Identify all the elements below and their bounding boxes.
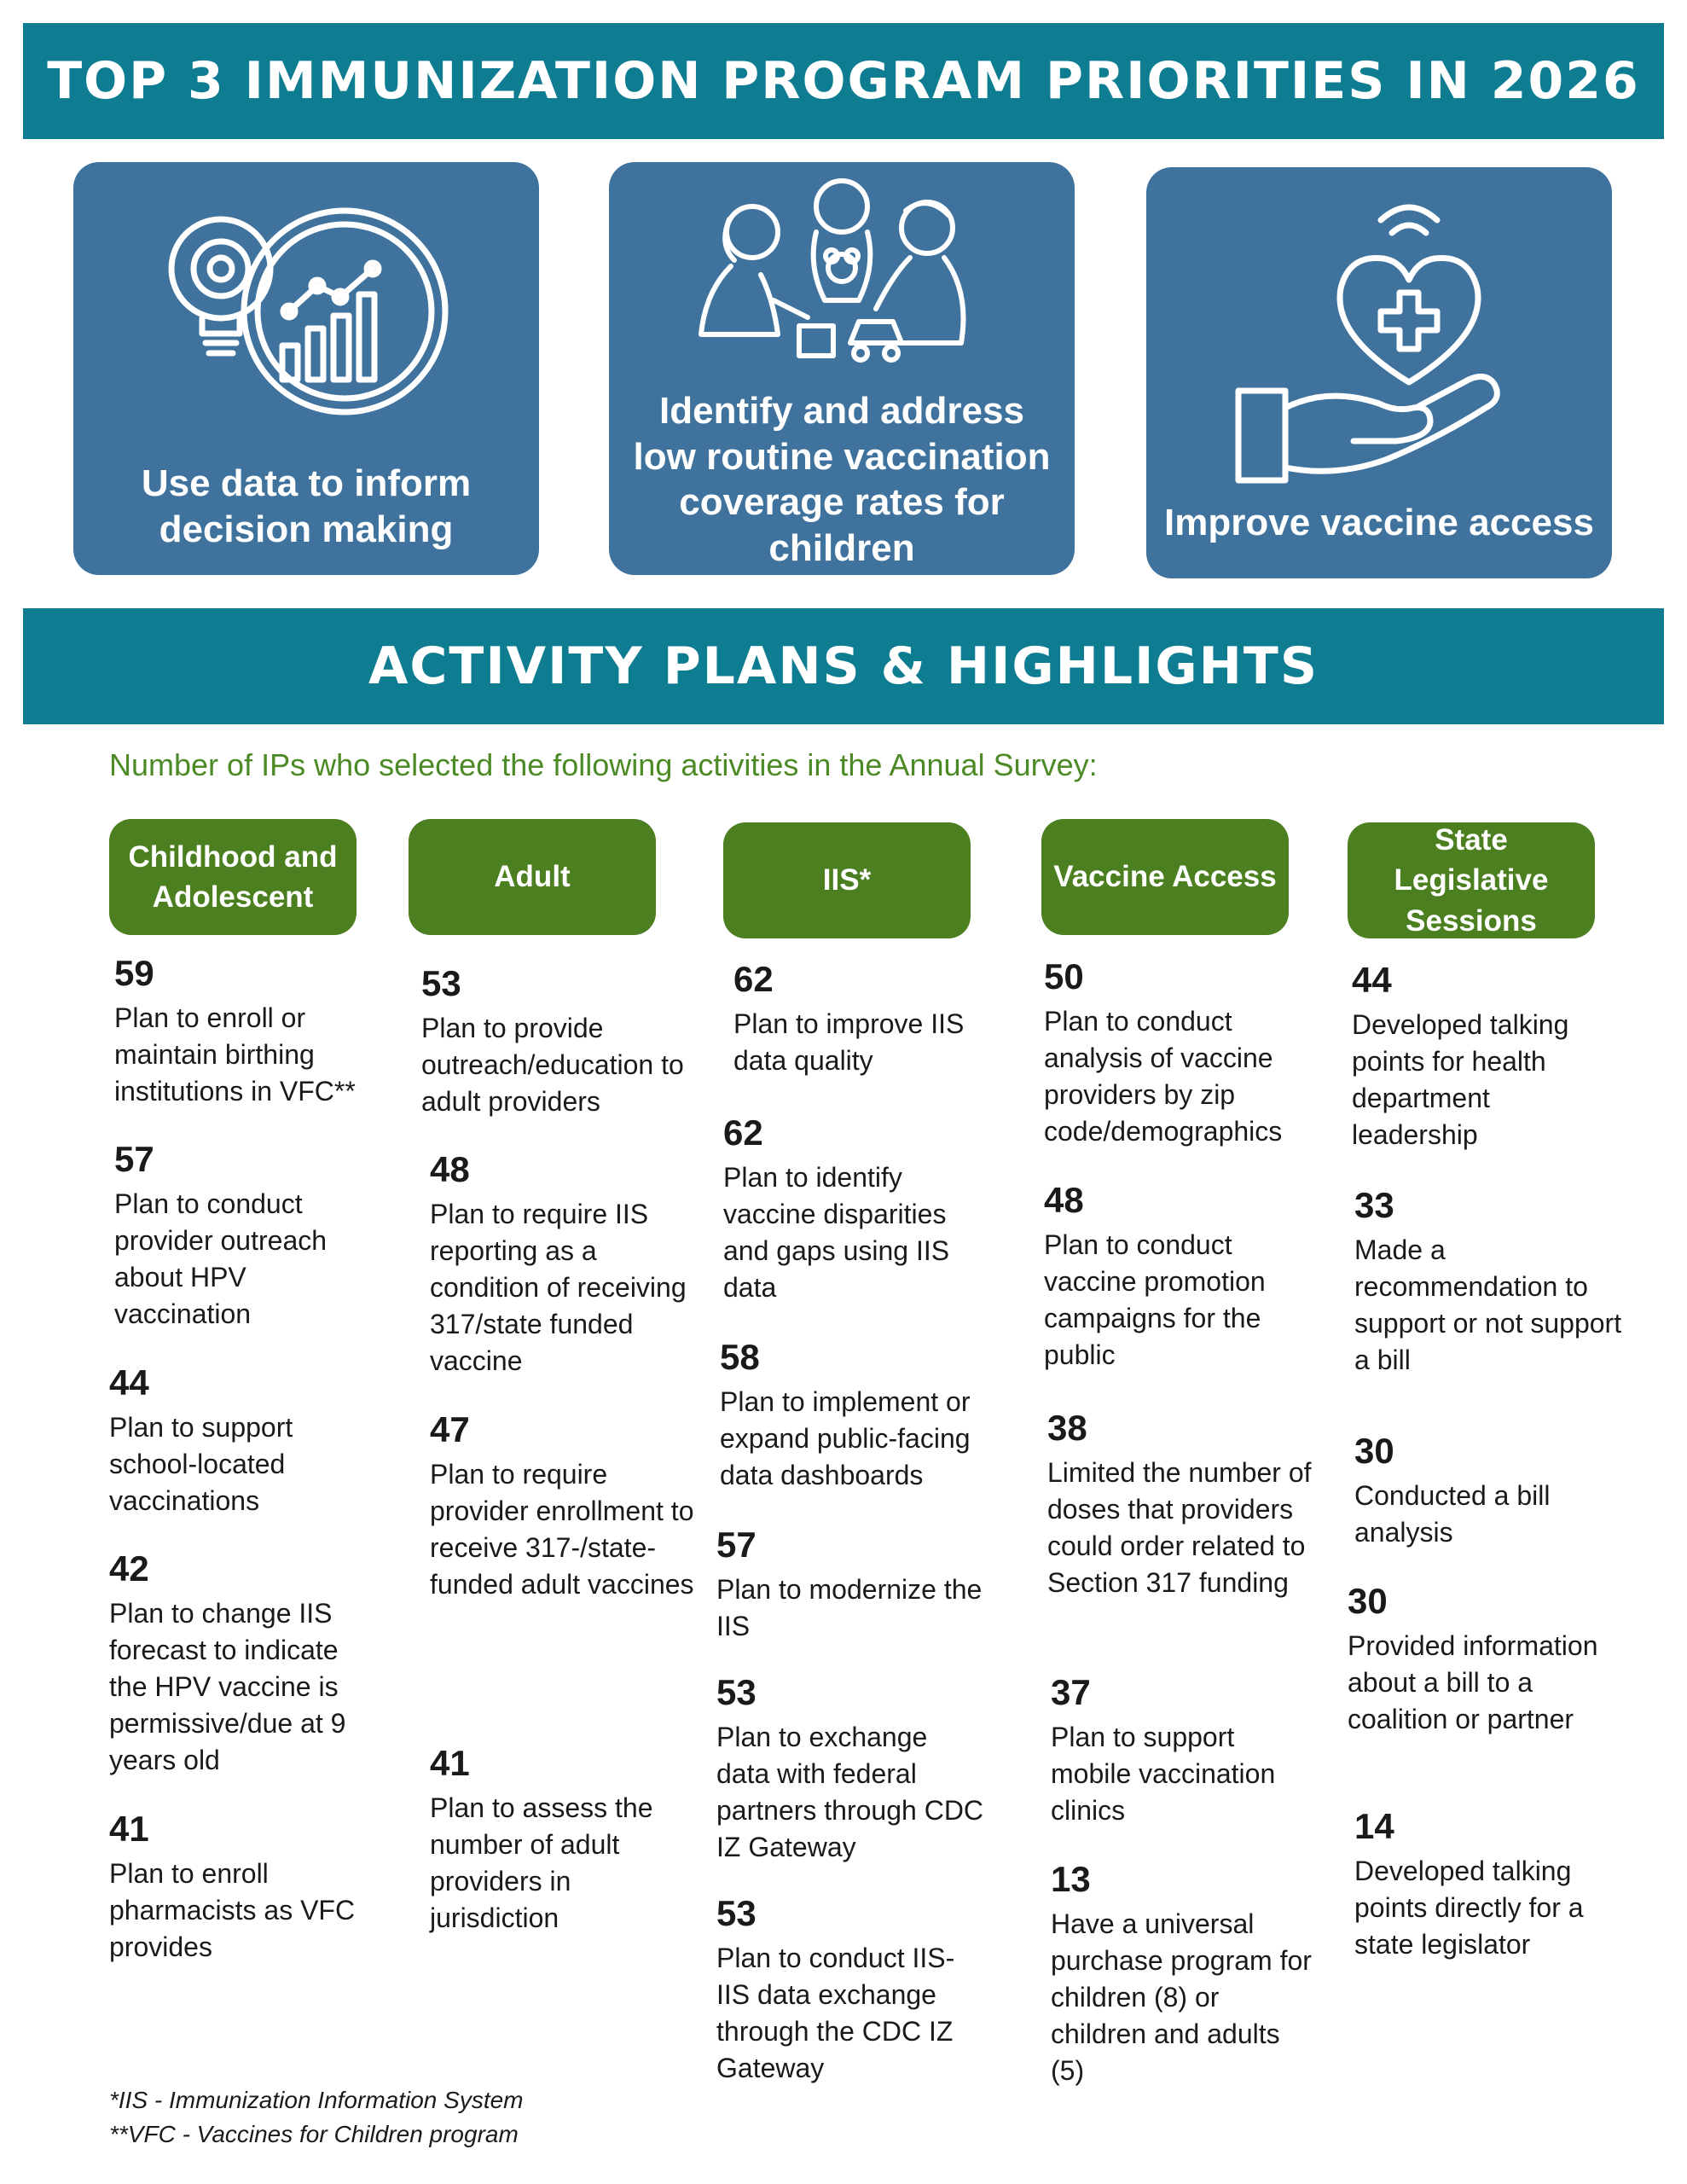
item-text: Plan to exchange data with federal partners through CDC IZ Gateway — [716, 1722, 984, 1862]
list-item — [720, 1339, 988, 1494]
item-count: 37 — [1051, 1672, 1091, 1712]
item-count: 41 — [109, 1809, 149, 1849]
list-item — [1354, 1433, 1623, 1551]
item-text: Plan to support school-located vaccinations — [109, 1412, 293, 1516]
heart-in-hand-icon — [1234, 203, 1524, 485]
list-item — [109, 1548, 378, 1779]
column-header-childhood: Childhood and Adolescent — [109, 819, 357, 935]
item-text: Provided information about a bill to a coalition or partner — [1348, 1630, 1598, 1734]
page-title-banner — [23, 23, 1664, 139]
item-count: 53 — [716, 1893, 757, 1933]
column-header-legislative: State Legislative Sessions — [1348, 822, 1595, 938]
item-count: 13 — [1051, 1859, 1091, 1899]
priority-label-children: Identify and address low routine vaccination coverage rates for children — [633, 390, 1051, 570]
item-text: Plan to enroll pharmacists as VFC provides — [109, 1858, 356, 1962]
list-item — [1352, 962, 1620, 1153]
priority-label-data: Use data to inform decision making — [141, 462, 472, 550]
item-count: 44 — [1352, 960, 1392, 1000]
item-text: Made a recommendation to support or not support a bill — [1354, 1234, 1622, 1375]
item-count: 62 — [733, 959, 774, 999]
list-item — [109, 1362, 378, 1519]
item-count: 59 — [114, 953, 154, 993]
item-text: Plan to modernize the IIS — [716, 1574, 983, 1641]
list-item — [1051, 1859, 1319, 2089]
footnote-iis: *IIS - Immunization Information System — [109, 2087, 524, 2113]
list-item — [430, 1409, 699, 1603]
priority-card-children — [609, 162, 1075, 575]
item-text: Plan to improve IIS data quality — [733, 1008, 965, 1076]
item-text: Plan to conduct IIS-IIS data exchange through the CDC IZ Gateway — [716, 1943, 955, 2083]
item-count: 53 — [716, 1672, 757, 1712]
priority-card-access — [1146, 167, 1612, 578]
list-item — [1354, 1185, 1623, 1379]
list-item — [430, 1745, 699, 1937]
list-item — [723, 1112, 992, 1306]
item-text: Plan to enroll or maintain birthing institutions in VFC** — [114, 1002, 356, 1107]
list-item — [109, 1811, 378, 1966]
list-item — [1047, 1410, 1316, 1601]
priority-label-access: Improve vaccine access — [1164, 502, 1594, 543]
item-text: Developed talking points directly for a state legislator — [1354, 1856, 1584, 1960]
item-text: Have a universal purchase program for children (8) or children and adults (5) — [1051, 1908, 1312, 2086]
item-count: 14 — [1354, 1806, 1394, 1846]
item-text: Plan to change IIS forecast to indicate the HPV vaccine is permissive/due at 9 years old — [109, 1598, 346, 1775]
priority-card-data — [73, 162, 539, 575]
item-text: Plan to require IIS reporting as a condition of receiving 317/state funded vaccine — [430, 1199, 687, 1376]
item-text: Plan to implement or expand public-facing data dashboards — [720, 1386, 971, 1490]
item-count: 57 — [716, 1525, 757, 1565]
column-header-iis: IIS* — [723, 822, 971, 938]
list-item — [1051, 1672, 1319, 1829]
list-item — [1044, 1182, 1313, 1374]
item-text: Plan to require provider enrollment to receive 317-/state-funded adult vaccines — [430, 1459, 694, 1600]
item-text: Plan to conduct provider outreach about HPV vaccination — [114, 1188, 328, 1329]
item-text: Plan to conduct vaccine promotion campaigns for the public — [1044, 1229, 1266, 1370]
item-text: Plan to support mobile vaccination clinics — [1051, 1722, 1276, 1826]
children-playing-icon — [697, 172, 987, 369]
item-count: 42 — [109, 1548, 149, 1589]
column-header-adult: Adult — [409, 819, 656, 935]
list-item — [716, 1527, 985, 1645]
list-item — [716, 1672, 985, 1866]
item-count: 47 — [430, 1409, 470, 1449]
item-count: 41 — [430, 1743, 470, 1783]
list-item — [733, 961, 1002, 1079]
item-text: Plan to assess the number of adult providers in jurisdiction — [430, 1792, 653, 1933]
list-item — [421, 963, 690, 1120]
list-item — [1354, 1806, 1623, 1963]
list-item — [114, 953, 383, 1110]
item-count: 53 — [421, 963, 461, 1003]
column-header-vaccine-access: Vaccine Access — [1041, 819, 1289, 935]
item-count: 48 — [1044, 1180, 1084, 1220]
item-count: 44 — [109, 1362, 149, 1403]
activity-title: ACTIVITY PLANS & HIGHLIGHTS — [368, 636, 1319, 696]
item-count: 30 — [1354, 1431, 1394, 1471]
item-text: Plan to conduct analysis of vaccine providers by zip code/demographics — [1044, 1006, 1283, 1147]
item-count: 50 — [1044, 956, 1084, 996]
item-text: Plan to provide outreach/education to adult providers — [421, 1013, 684, 1117]
activity-banner — [23, 608, 1664, 724]
list-item — [716, 1893, 985, 2087]
item-text: Developed talking points for health department leadership — [1352, 1009, 1569, 1150]
item-text: Conducted a bill analysis — [1354, 1480, 1551, 1548]
list-item — [1044, 956, 1313, 1150]
list-item — [114, 1141, 383, 1333]
intro-text: Number of IPs who selected the following activities in the Annual Survey: — [109, 747, 1098, 782]
list-item — [1348, 1583, 1616, 1738]
item-count: 58 — [720, 1337, 760, 1377]
data-insight-icon — [161, 196, 451, 418]
page-title: TOP 3 IMMUNIZATION PROGRAM PRIORITIES IN 2026 — [47, 51, 1640, 111]
item-count: 62 — [723, 1112, 763, 1153]
item-count: 30 — [1348, 1581, 1388, 1621]
footnote-vfc: **VFC - Vaccines for Children program — [109, 2121, 519, 2147]
item-text: Plan to identify vaccine disparities and gaps using IIS data — [723, 1162, 950, 1303]
list-item — [430, 1149, 699, 1380]
item-text: Limited the number of doses that providers could order related to Section 317 funding — [1047, 1457, 1312, 1598]
item-count: 57 — [114, 1139, 154, 1179]
item-count: 33 — [1354, 1185, 1394, 1225]
item-count: 38 — [1047, 1408, 1087, 1448]
item-count: 48 — [430, 1149, 470, 1189]
